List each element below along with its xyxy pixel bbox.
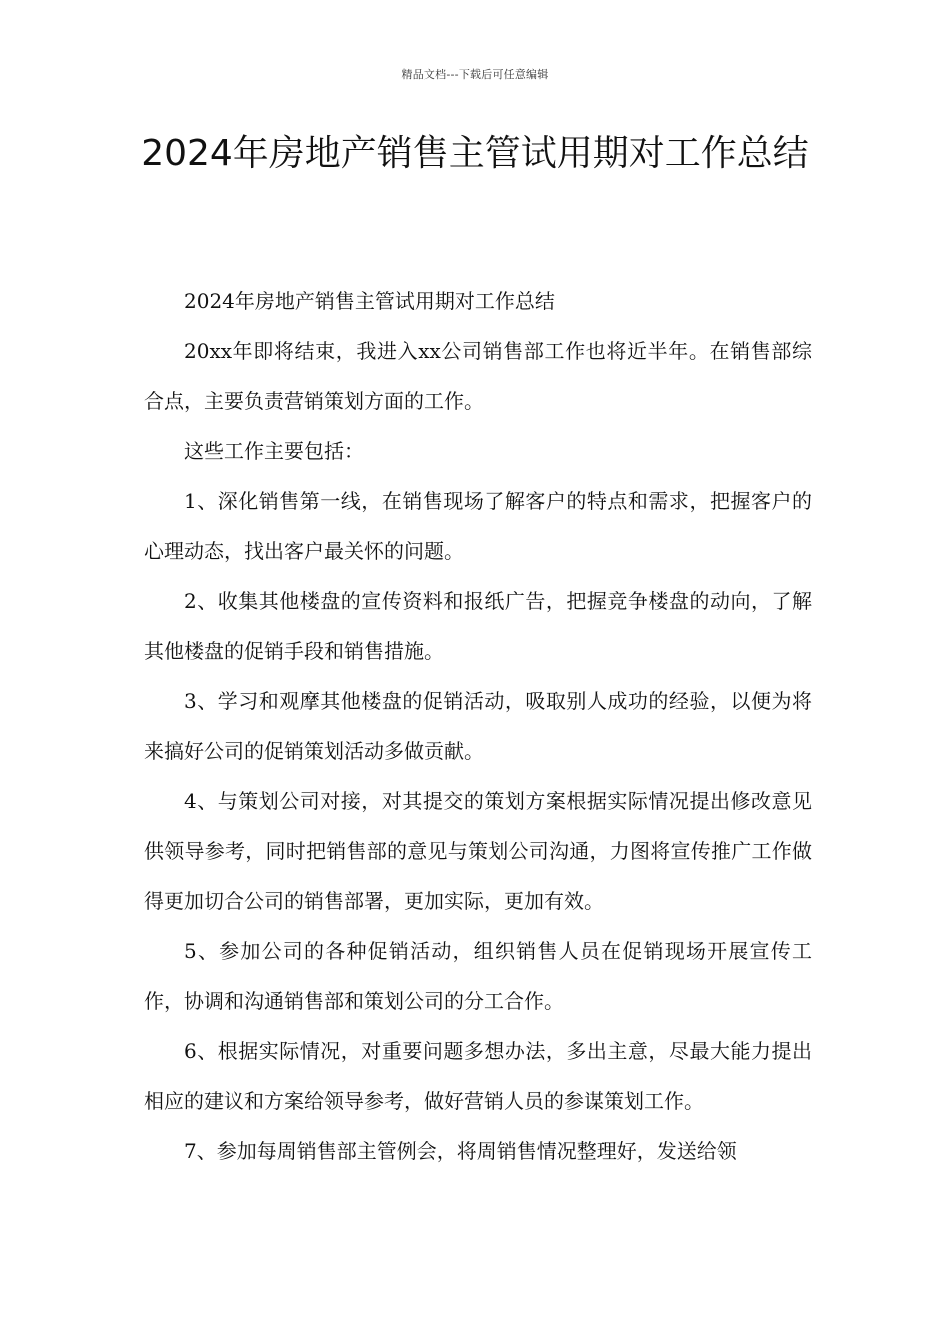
list-item-4: 4、与策划公司对接，对其提交的策划方案根据实际情况提出修改意见供领导参考，同时把销售部的意见与策划公司沟通，力图将宣传推广工作做得更加切合公司的销售部署，更加实际，更加有效。	[144, 789, 812, 913]
paragraph-list-lead: 这些工作主要包括：	[184, 439, 364, 463]
paragraph-intro: 20xx年即将结束，我进入xx公司销售部工作也将近半年。在销售部综合点，主要负责营销策划方面的工作。	[144, 339, 812, 413]
list-item-7: 7、参加每周销售部主管例会，将周销售情况整理好，发送给领	[184, 1139, 737, 1163]
list-item-2: 2、收集其他楼盘的宣传资料和报纸广告，把握竞争楼盘的动向，了解其他楼盘的促销手段和销售措施。	[144, 589, 812, 663]
list-item-1: 1、深化销售第一线，在销售现场了解客户的特点和需求，把握客户的心理动态，找出客户最关怀的问题。	[144, 489, 812, 563]
list-item-3: 3、学习和观摩其他楼盘的促销活动，吸取别人成功的经验，以便为将来搞好公司的促销策划活动多做贡献。	[144, 689, 812, 763]
page-header-note: 精品文档---下载后可任意编辑	[401, 68, 549, 81]
list-item-6: 6、根据实际情况，对重要问题多想办法，多出主意，尽最大能力提出相应的建议和方案给领导参考，做好营销人员的参谋策划工作。	[144, 1039, 812, 1113]
document-body	[144, 276, 812, 1176]
list-item-5: 5、参加公司的各种促销活动，组织销售人员在促销现场开展宣传工作，协调和沟通销售部和策划公司的分工合作。	[144, 939, 812, 1013]
document-title: 2024年房地产销售主管试用期对工作总结	[141, 133, 809, 174]
paragraph-subtitle: 2024年房地产销售主管试用期对工作总结	[184, 289, 555, 313]
